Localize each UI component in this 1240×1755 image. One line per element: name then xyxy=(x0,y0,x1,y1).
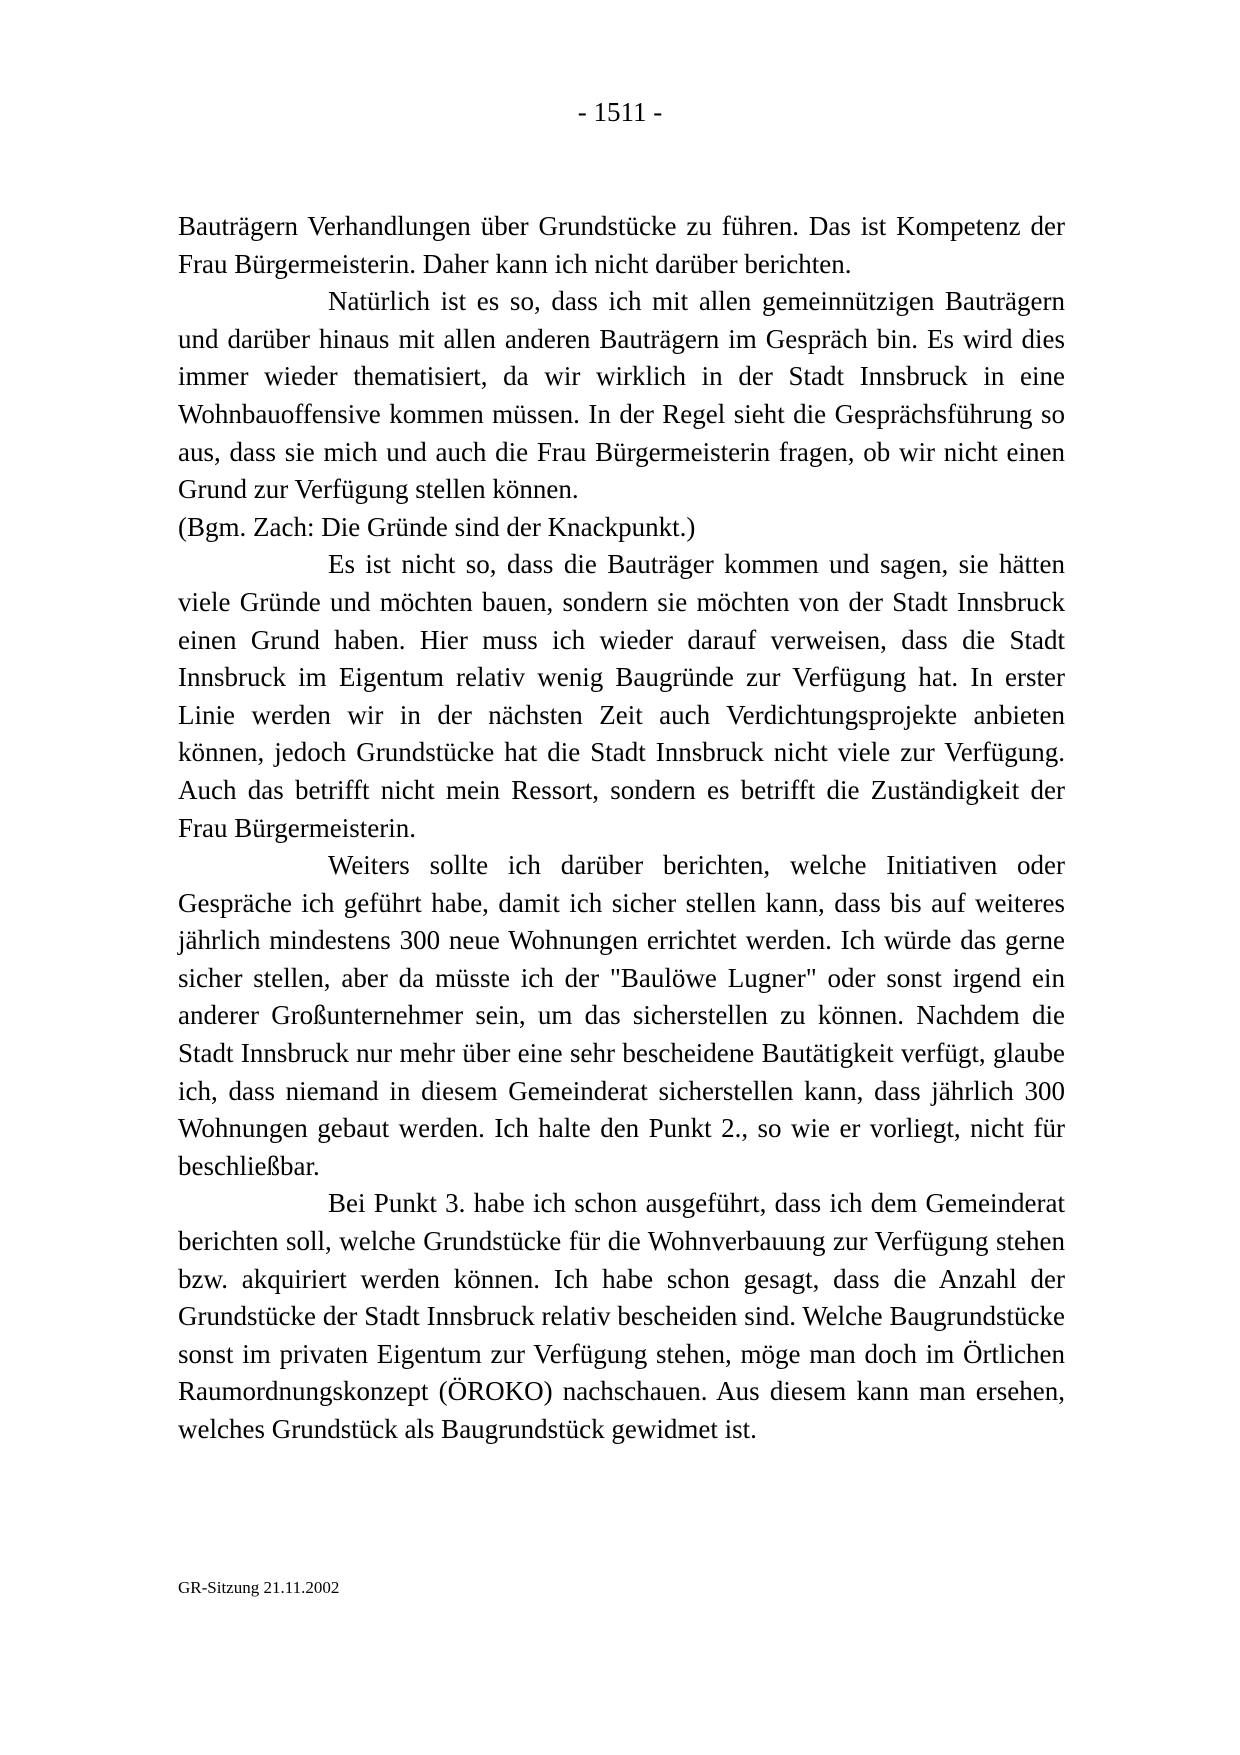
document-body xyxy=(178,208,1065,1449)
footer-session-date: GR-Sitzung 21.11.2002 xyxy=(178,1578,340,1597)
paragraph-1: Bauträgern Verhandlungen über Grundstücke zu führen. Das ist Kompetenz der Frau Bürgermeisterin. Daher kann ich nicht darüber berichten. xyxy=(178,211,1065,279)
interjection-bgm-zach: (Bgm. Zach: Die Gründe sind der Knackpunkt.) xyxy=(178,511,696,542)
paragraph-5: Bei Punkt 3. habe ich schon ausgeführt, dass ich dem Gemeinderat berichten soll, welche Grundstücke für die Wohnverbauung zur Verfügung stehen bzw. akquiriert werden können. Ich habe schon gesagt, dass die Anzahl der Grundstücke der Stadt Innsbruck relativ bescheiden sind. Welche Baugrundstücke sonst im privaten Eigentum zur Verfügung stehen, möge man doch im Örtlichen Raumordnungskonzept (ÖROKO) nachschauen. Aus diesem kann man ersehen, welches Grundstück als Baugrundstück gewidmet ist. xyxy=(178,1188,1065,1444)
page-number: - 1511 - xyxy=(577,97,663,127)
paragraph-3: Es ist nicht so, dass die Bauträger kommen und sagen, sie hätten viele Gründe und möchten bauen, sondern sie möchten von der Stadt Innsbruck einen Grund haben. Hier muss ich wieder darauf verweisen, dass die Stadt Innsbruck im Eigentum relativ wenig Baugründe zur Verfügung hat. In erster Linie werden wir in der nächsten Zeit auch Verdichtungsprojekte anbieten können, jedoch Grundstücke hat die Stadt Innsbruck nicht viele zur Verfügung. Auch das betrifft nicht mein Ressort, sondern es betrifft die Zuständigkeit der Frau Bürgermeisterin. xyxy=(178,549,1065,843)
paragraph-2: Natürlich ist es so, dass ich mit allen gemeinnützigen Bauträgern und darüber hinaus mit allen anderen Bauträgern im Gespräch bin. Es wird dies immer wieder thematisiert, da wir wirklich in der Stadt Innsbruck in eine Wohnbauoffensive kommen müssen. In der Regel sieht die Gesprächsführung so aus, dass sie mich und auch die Frau Bürgermeisterin fragen, ob wir nicht einen Grund zur Verfügung stellen können. xyxy=(178,286,1065,505)
paragraph-4: Weiters sollte ich darüber berichten, welche Initiativen oder Gespräche ich geführt habe, damit ich sicher stellen kann, dass bis auf weiteres jährlich mindestens 300 neue Wohnungen errichtet werden. Ich würde das gerne sicher stellen, aber da müsste ich der "Baulöwe Lugner" oder sonst irgend ein anderer Großunternehmer sein, um das sicherstellen zu können. Nachdem die Stadt Innsbruck nur mehr über eine sehr bescheidene Bautätigkeit verfügt, glaube ich, dass niemand in diesem Gemeinderat sicherstellen kann, dass jährlich 300 Wohnungen gebaut werden. Ich halte den Punkt 2., so wie er vorliegt, nicht für beschließbar. xyxy=(178,850,1065,1181)
